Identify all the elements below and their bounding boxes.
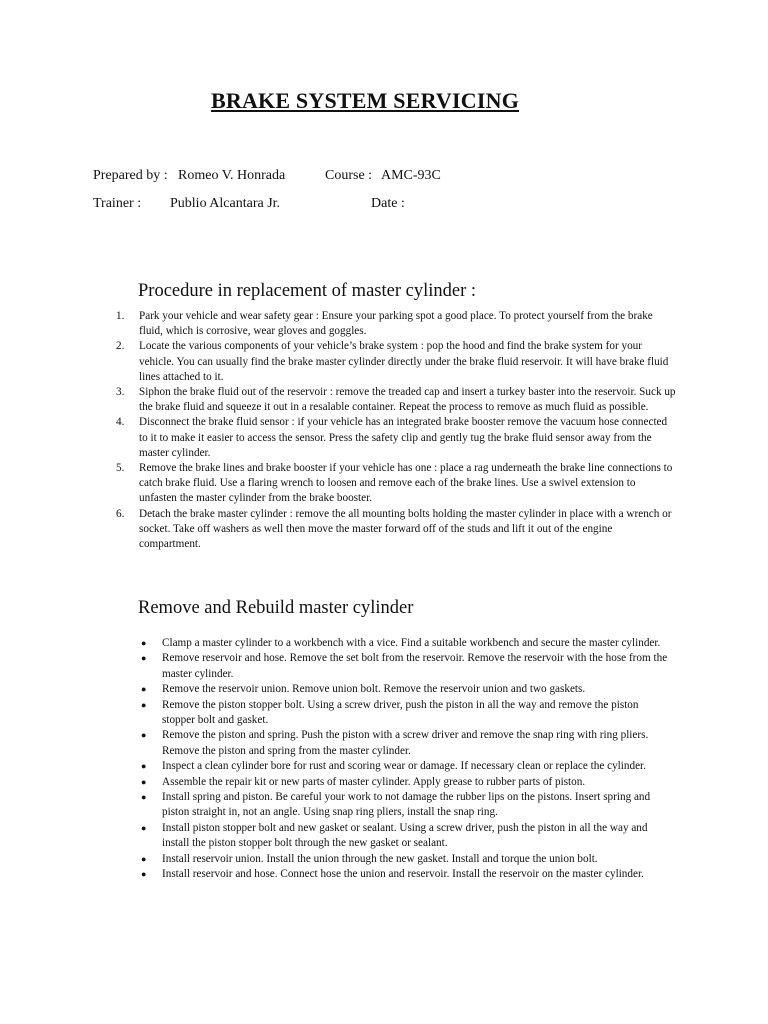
- list-item: [138, 698, 674, 729]
- bullet-icon: ●: [141, 761, 147, 772]
- step-text: Remove the brake lines and brake booster if your vehicle has one : place a rag underneath the brake line connections to catch brake fluid. Use a flaring wrench to loosen and remove each of the brake lines. Use a swivel extension to unfasten the master cylinder from the brake booster.: [139, 462, 673, 505]
- list-item: 3. Siphon the brake fluid out of the reservoir : remove the treaded cap and insert a turkey baster into the reservoir. Suck up the brake fluid and squeeze it out in a resalable container. Repeat the process to remove as much fluid as possible.: [116, 386, 676, 414]
- list-item: 6. Detach the brake master cylinder : remove the all mounting bolts holding the master cylinder in place with a wrench or socket. Take off washers as well then move the master forward off of the studs and lift it out of the engine compartment.: [116, 507, 672, 551]
- step-text: Locate the various components of your vehicle’s brake system : pop the hood and find the brake system for your vehicle. You can usually find the brake master cylinder directly under the brake fluid reservoir. It will have brake fluid lines attached to it.: [139, 340, 669, 383]
- bullet-text: Install reservoir union. Install the union through the new gasket. Install and torque the union bolt.: [162, 852, 598, 865]
- step-text: Disconnect the brake fluid sensor : if your vehicle has an integrated brake booster remove the vacuum hose connected to it to make it easier to access the sensor. Press the safety clip and gently tug the brake fluid sensor away from the master cylinder.: [139, 416, 668, 459]
- list-item: [138, 821, 674, 852]
- prepared-by-label: Prepared by :: [93, 168, 168, 183]
- bullet-icon: ●: [141, 822, 147, 833]
- bullet-icon: ●: [141, 638, 147, 648]
- bullet-text: Remove the piston stopper bolt. Using a screw driver, push the piston in all the way and remove the piston stopper bolt and gasket.: [162, 698, 639, 727]
- bullet-text: Install reservoir and hose. Connect hose the union and reservoir. Install the reservoir on the master cylinder.: [162, 868, 644, 881]
- course-value: AMC-93C: [381, 168, 441, 183]
- step-text: Siphon the brake fluid out of the reservoir : remove the treaded cap and insert a turkey baster into the reservoir. Suck up the brake fluid and squeeze it out in a resalable container. Repeat the process to remove as much fluid as possible.: [139, 386, 676, 414]
- bullet-icon: ●: [141, 792, 147, 803]
- bullet-icon: ●: [141, 869, 147, 880]
- list-item: [138, 759, 674, 774]
- list-item: [138, 867, 674, 882]
- list-item: [138, 682, 674, 697]
- trainer-label: Trainer :: [93, 196, 142, 211]
- bullet-text: Assemble the repair kit or new parts of master cylinder. Apply grease to rubber parts of piston.: [162, 775, 586, 788]
- course-label: Course :: [325, 168, 373, 183]
- bullet-icon: ●: [141, 653, 147, 664]
- bullet-icon: ●: [141, 730, 147, 741]
- section-heading-rebuild: Remove and Rebuild master cylinder: [138, 598, 414, 618]
- step-text: Park your vehicle and wear safety gear : Ensure your parking spot a good place. To protect yourself from the brake fluid, which is corrosive, wear gloves and goggles.: [139, 310, 653, 338]
- list-item: 2. Locate the various components of your vehicle’s brake system : pop the hood and find the brake system for your vehicle. You can usually find the brake master cylinder directly under the brake fluid reservoir. It will have brake fluid lines attached to it.: [116, 340, 669, 383]
- step-text: Detach the brake master cylinder : remove the all mounting bolts holding the master cylinder in place with a wrench or socket. Take off washers as well then move the master forward off of the studs and lift it out of the engine compartment.: [139, 507, 672, 551]
- document-title: BRAKE SYSTEM SERVICING: [210, 88, 520, 113]
- rebuild-steps-list: [138, 636, 674, 883]
- bullet-text: Remove reservoir and hose. Remove the set bolt from the reservoir. Remove the reservoir with the hose from the master cylinder.: [162, 652, 668, 680]
- bullet-text: Install spring and piston. Be careful your work to not damage the rubber lips on the pistons. Insert spring and piston straight in, not an angle. Using snap ring pliers, install the snap ring.: [162, 791, 651, 819]
- list-item: [138, 775, 674, 790]
- section-heading-replacement: Procedure in replacement of master cylinder :: [138, 281, 476, 301]
- list-item: 4. Disconnect the brake fluid sensor : if your vehicle has an integrated brake booster remove the vacuum hose connected to it to make it easier to access the sensor. Press the safety clip and gently tug the brake fluid sensor away from the master cylinder.: [116, 416, 668, 459]
- trainer-value: Publio Alcantara Jr.: [170, 196, 281, 211]
- bullet-icon: ●: [141, 776, 147, 787]
- date-label: Date :: [371, 196, 405, 211]
- list-item: 1. Park your vehicle and wear safety gear : Ensure your parking spot a good place. To protect yourself from the brake fluid, which is corrosive, wear gloves and goggles.: [116, 310, 653, 338]
- list-item: [138, 651, 674, 682]
- bullet-text: Remove the reservoir union. Remove union bolt. Remove the reservoir union and two gaskets.: [162, 683, 586, 696]
- bullet-icon: ●: [141, 853, 147, 864]
- bullet-text: Install piston stopper bolt and new gasket or sealant. Using a screw driver, push the piston in all the way and install the piston stopper bolt through the new gasket or sealant.: [162, 821, 648, 850]
- list-item: 5. Remove the brake lines and brake booster if your vehicle has one : place a rag underneath the brake line connections to catch brake fluid. Use a flaring wrench to loosen and remove each of the brake lines. Use a swivel extension to unfasten the master cylinder from the brake booster.: [116, 462, 673, 505]
- list-item: [138, 636, 674, 651]
- list-item: [138, 790, 674, 821]
- prepared-by-value: Romeo V. Honrada: [178, 168, 286, 183]
- bullet-icon: ●: [141, 699, 147, 710]
- bullet-text: Inspect a clean cylinder bore for rust and scoring wear or damage. If necessary clean or replace the cylinder.: [162, 760, 646, 773]
- bullet-icon: ●: [141, 684, 147, 695]
- bullet-text: Remove the piston and spring. Push the piston with a screw driver and remove the snap ring with ring pliers. Remove the piston and spring from the master cylinder.: [162, 729, 649, 757]
- bullet-text: Clamp a master cylinder to a workbench with a vice. Find a suitable workbench and secure the master cylinder.: [162, 637, 661, 649]
- list-item: [138, 852, 674, 867]
- replacement-steps-list: [112, 309, 676, 552]
- list-item: [138, 728, 674, 759]
